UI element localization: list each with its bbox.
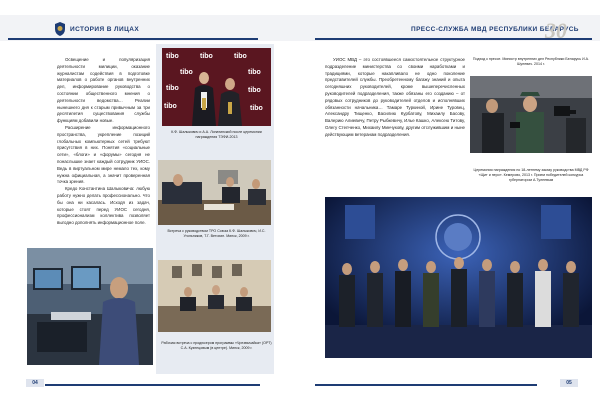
left-footer-rule (45, 384, 260, 386)
left-paragraph-2: Расширение информационного пространства, укрепление позиций глобальных компьютерных сетей требуют присутствия в них. Понятия «социальные сети», «блоги» и «форумы» сегодня не понаслышке знает каждый сотрудник УИОС. Ведь в виртуальном мире немало тех, кому нужна официальная, а значит проверенная точка зрения. (57, 124, 150, 185)
award-ceremony-photo (162, 48, 271, 126)
office-computers-photo (27, 248, 153, 365)
left-header-title: ИСТОРИЯ В ЛИЦАХ (70, 26, 140, 33)
svg-text:tibo: tibo (164, 103, 177, 110)
left-header-rule (8, 38, 258, 40)
svg-text:tibo: tibo (166, 53, 179, 60)
svg-text:tibo: tibo (166, 85, 179, 92)
left-page-number: 04 (26, 379, 44, 387)
meeting-photo-caption: Встреча с руководством ТРО Союза К.Ф. Шалыкович, И.С. Угольников, Т.Г. Ветохин. Минск, 2009 г. (167, 229, 266, 238)
press-photo-caption: Подход к прессе. Министр внутренних дел Республики Беларусь И.А. Шуневич. 2014 г. (472, 57, 590, 66)
group-ceremony-photo (325, 197, 592, 358)
svg-text:tibo: tibo (200, 53, 213, 60)
anniversary-number: 30 (545, 18, 567, 43)
working-meeting-caption: Рабочая встреча с продюсером программы «Чрезвычайка» (ОРТ) С.А. Кузнецовым (в центре). Минск, 2009 г. (161, 341, 272, 350)
award-photo-caption: К.Ф. Шалыкович и А.А. Лопатинский после церемонии награждения ТЭФИ-2013 (171, 130, 262, 139)
left-article-text (57, 57, 150, 227)
right-footer-rule (315, 384, 537, 386)
right-article-text (325, 57, 465, 139)
svg-text:tibo: tibo (250, 105, 263, 112)
working-meeting-photo (158, 260, 271, 332)
press-approach-photo (470, 76, 592, 153)
police-emblem-icon (54, 22, 66, 36)
left-paragraph-1: Освещение и популяризация деятельности милиции, оказание журналистам содействия в подготовке материалов о работе органов внутренних дел, информирование руководства о состоянии общественного мнения о деятельности ведомства… Реалии нынешнего дня к старым привычным за три десятилетия существования службы функциям добавили новые. (57, 57, 150, 124)
svg-text:tibo: tibo (234, 53, 247, 60)
svg-text:tibo: tibo (248, 87, 261, 94)
svg-text:tibo: tibo (180, 69, 193, 76)
left-paragraph-3: Кредо Константина Шалыковича: любую работу нужно делать профессионально. Что бы она ни касалась. Исходя из задач, которые стоят перед УИОС сегодня, профессионализм коллектива позволяет выгодно дополнять информационное поле. (57, 186, 150, 226)
right-paragraph-1: УИОС МВД – это состоявшееся самостоятельное структурное подразделение министерства со своими наработками и традициями, которые накапливало не одно поколение представителей службы. Преобретенному багажу знаний и опыта сегодняшних руководителей, кроме вышеперечисленных руководителей подразделения, также обязаны его созданию – от рядовых сотрудников до руководителей отделов и исполнявших обязанности начальника… Тамаре Туркиной, Ирине Туровец, Александру Тищенко, Василию Курбатову, Михаилу Басову, Валерию Алиевичу, Петру Рыбкевичу, Илье Кашко, Алексею Титову, Олегу Степченко, Михаилу Минчукову, другим отслужившим и ныне действующим ветеранам подразделения. (325, 57, 465, 137)
meeting-photo (158, 160, 271, 225)
right-page-number: 05 (560, 379, 578, 387)
svg-text:tibo: tibo (248, 69, 261, 76)
right-header-title: ПРЕСС-СЛУЖБА МВД РЕСПУБЛИКИ БЕЛАРУСЬ (411, 26, 579, 33)
award-ceremony-caption: Церемония награждения по 18-летнему заказу руководства МВД РФ «Щит и перо». Кемерово, 2013 г. Прием победителей конкурса губернатором А.Тулеевым (473, 168, 589, 182)
